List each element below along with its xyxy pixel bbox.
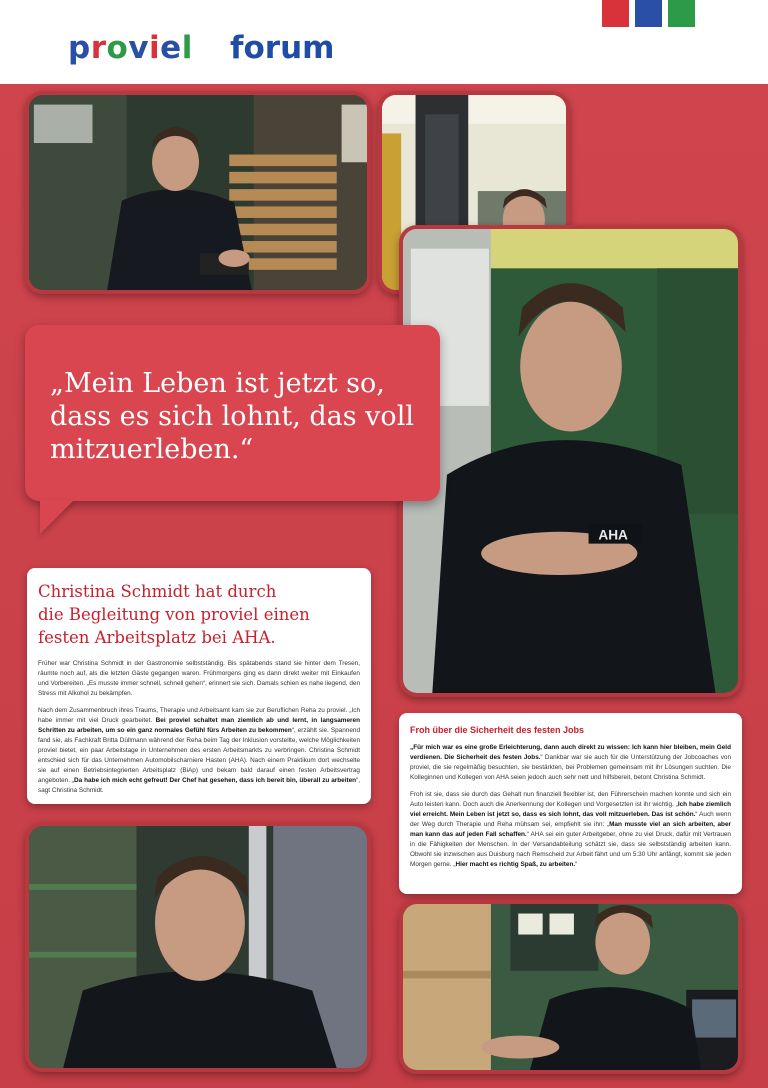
text-span: Froh ist sie, dass sie durch das Gehalt nun finanziell flexibler ist, den Führerschein machen konnte und sich ein Auto leisten kann. Doch auch die Anerkennung der Kollegen und Vorgesetzten ist ihr wichtig. „ — [410, 791, 731, 808]
quote-line: „Mein Leben ist jetzt so, — [50, 368, 385, 399]
sidebar-paragraph — [410, 790, 731, 870]
sidebar-paragraph — [410, 743, 731, 783]
headline-line: festen Arbeitsplatz bei AHA. — [38, 628, 276, 647]
sidebar-heading: Froh über die Sicherheit des festen Jobs — [410, 725, 585, 735]
text-span: “, sagt Christina Schmidt. — [38, 777, 360, 794]
brand-letter: l — [181, 30, 193, 66]
quote-line: mitzuerleben.“ — [50, 434, 254, 465]
quote-text — [50, 367, 430, 466]
brand-letter: r — [90, 30, 107, 66]
text-span: “ Auch wenn der Weg durch Therapie und Reha mühsam sei, empfiehlt sie ihn: „ — [410, 811, 732, 828]
article-paragraph — [38, 706, 360, 796]
text-span: Nach dem Zusammenbruch ihres Traums, Therapie und Arbeitsamt kam sie zur Beruflichen Reha zu proviel. „Ich habe immer mit viel Druck gearbeitet. — [38, 707, 360, 724]
bold-quote: Bei proviel schaltet man ziemlich ab und lernt, in langsameren Schritten zu arbeiten, um so ein ganz normales Gefühl fürs Arbeiten zu bekommen — [38, 717, 360, 734]
text-span: “ — [575, 861, 578, 868]
flag-stripe-blue — [635, 0, 662, 27]
article-card — [27, 568, 371, 804]
quote-bubble-tail — [40, 500, 74, 534]
aha-logo-shirt — [589, 524, 643, 544]
photo-portrait-large — [399, 225, 742, 697]
headline-line: Christina Schmidt hat durch — [38, 582, 277, 601]
brand-letter: p — [68, 30, 91, 66]
quote-line: dass es sich lohnt, das voll — [50, 401, 414, 432]
article-paragraph: Früher war Christina Schmidt in der Gastronomie selbstständig. Bis spätabends stand sie hinter dem Tresen, räumte noch auf, als die letzten Gäste gegangen waren. Frühmorgens ging es dann direkt weiter mit Einkaufen und Vorbereiten. „Es musste immer schnell, schnell gehen“, erinnert sie sich. Damals schien es nahe liegend, den Stress mit Alkohol zu bekämpfen. — [38, 660, 360, 697]
brand-letter: i — [149, 30, 161, 66]
bold-quote: Man musste viel an sich arbeiten, aber man kann das auf jeden Fall schaffen. — [410, 821, 731, 838]
bold-quote: Da habe ich mich echt gefreut! Der Chef hat gesehen, dass ich bereit bin, überall zu arbeiten — [74, 777, 357, 784]
photo-workshop-pallets — [25, 91, 371, 294]
headline-line: die Begleitung von proviel einen — [38, 605, 310, 624]
text-span: “ Dankbar war sie auch für die Unterstützung der Jobcoaches von proviel, die sie regelmäßig besuchten, sie bestärkten, bei Problemen gemeinsam mit ihr Lösungen suchten. Die Kolleginnen und Kollegen von AHA seien jedoch auch sehr nett und hilfsbereit, betont Christina Schmidt. — [410, 754, 731, 781]
flag-stripe-red — [602, 0, 629, 27]
sidebar-article-card — [399, 713, 742, 894]
photo-desk-monitor — [399, 900, 742, 1074]
photo-portrait-warehouse — [25, 822, 371, 1072]
bold-quote: Ich habe ziemlich viel erreicht. Mein Leben ist jetzt so, dass es sich lohnt, das voll mitzuerleben. Das ist schön. — [410, 801, 731, 818]
brand-letter: o — [106, 30, 129, 66]
page-header — [0, 0, 768, 84]
aha-logo-text: AHA — [598, 527, 628, 543]
text-span: “, erzählt sie. Spannend fand sie, als Fachkraft Britta Düllmann während der Reha beim Tag der Inklusion vorstellte, welche Möglichkeiten proviel bietet, ein paar Arbeitstage in Unternehmen des ersten Arbeitsmarkts zu verbringen. Christina Schmidt entschied sich für das Unternehmen Automobilscharniere Hasten (AHA). Nach einem Praktikum dort wechselte sie auf einen Betriebsintegrierten Arbeitsplatz (BiAp) und bekam bald darauf einen festen Arbeitsvertrag angeboten. „ — [38, 727, 360, 784]
brand-letter: v — [128, 30, 150, 66]
text-span: “ AHA sei ein guter Arbeitgeber, ohne zu viel Druck, dafür mit Vertrauen in die Fähigkeiten der Menschen. In der Versandabteilung schätzt sie, dass sie selbstständig arbeiten kann. Obwohl sie inzwischen aus Duisburg nach Remscheid zur Arbeit fährt und um 5:30 Uhr anfängt, kommt sie jeden Morgen gerne. „ — [410, 831, 731, 868]
forum-title: forum — [230, 30, 335, 66]
proviel-logo — [68, 30, 193, 66]
brand-letter: e — [160, 30, 182, 66]
flag-stripe-green — [668, 0, 695, 27]
bold-quote: „Für mich war es eine große Erleichterung, dann auch direkt zu wissen: Ich kann hier bleiben, mein Geld verdienen. Die Sicherheit des festen Jobs. — [410, 744, 731, 761]
bold-quote: Hier macht es richtig Spaß, zu arbeiten. — [455, 861, 576, 868]
article-headline — [38, 580, 360, 649]
